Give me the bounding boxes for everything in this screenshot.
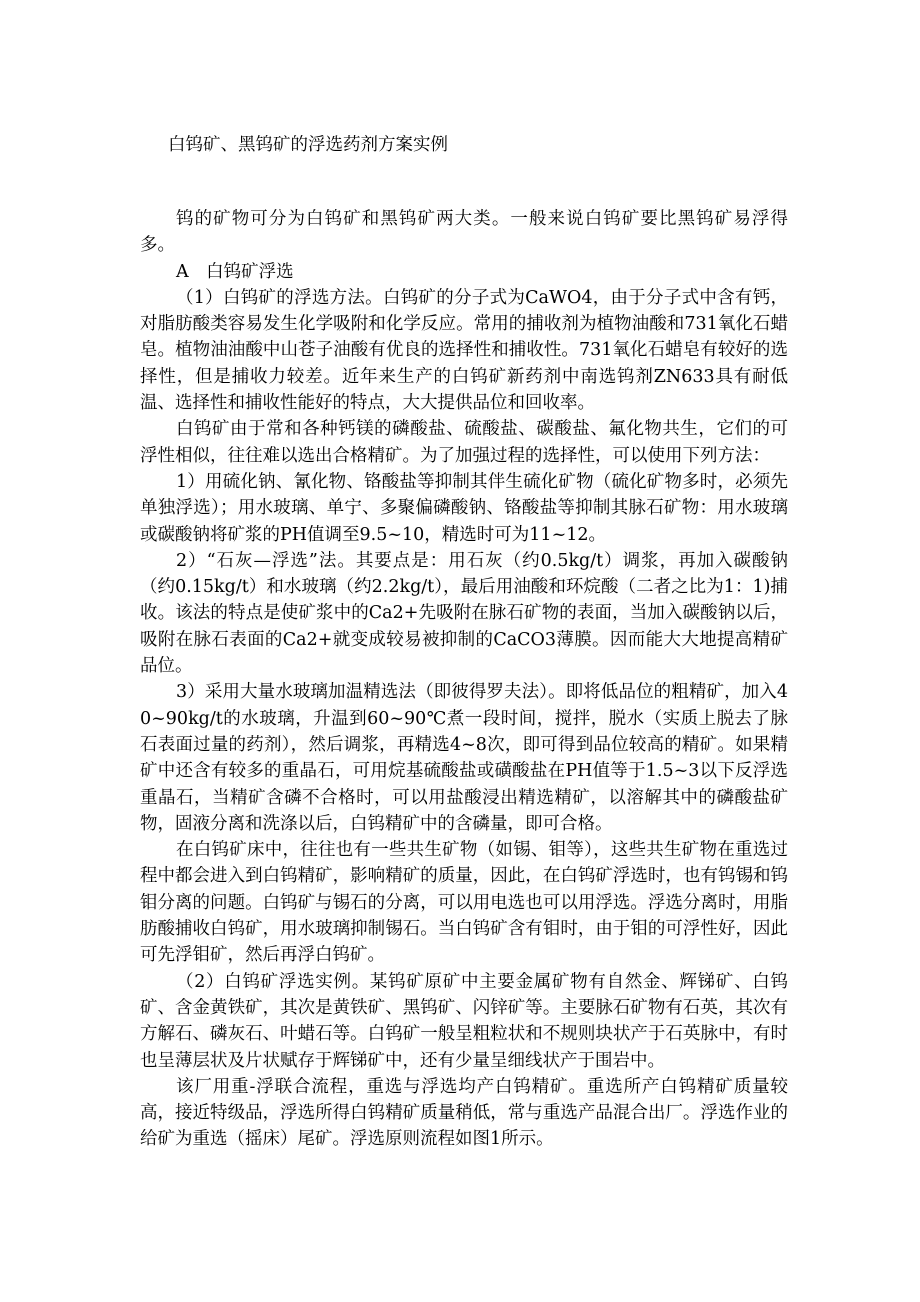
paragraph-associated-minerals: 在白钨矿床中，往往也有一些共生矿物（如锡、钼等），这些共生矿物在重选过程中都会进入到白钨精矿，影响精矿的质量，因此，在白钨矿浮选时，也有钨锡和钨钼分离的问题。白钨矿与锡石的分离，可以用电选也可以用浮选。浮选分离时，用脂肪酸捕收白钨矿，用水玻璃抑制锡石。当白钨矿含有钼时，由于钼的可浮性好，因此可先浮钼矿，然后再浮白钨矿。 [140,840,788,966]
paragraph-example: （2）白钨矿浮选实例。某钨矿原矿中主要金属矿物有自然金、辉锑矿、白钨矿、含金黄铁矿，其次是黄铁矿、黑钨矿、闪锌矿等。主要脉石矿物有石英，其次有方解石、磷灰石、叶蜡石等。白钨矿一般呈粗粒状和不规则块状产于石英脉中，有时也呈薄层状及片状赋存于辉锑矿中，还有少量呈细线状产于围岩中。 [140,971,788,1071]
paragraph-method-1: 1）用硫化钠、氰化物、铬酸盐等抑制其伴生硫化矿物（硫化矿物多时，必须先单独浮选）；用水玻璃、单宁、多聚偏磷酸钠、铬酸盐等抑制其脉石矿物：用水玻璃或碳酸钠将矿浆的PH值调至9.5~10，精选时可为11~12。 [140,471,788,545]
paragraph-selectivity: 白钨矿由于常和各种钙镁的磷酸盐、硫酸盐、碳酸盐、氟化物共生，它们的可浮性相似，往往难以选出合格精矿。为了加强过程的选择性，可以使用下列方法： [140,419,788,466]
document-body [140,206,788,1153]
paragraph-intro: 钨的矿物可分为白钨矿和黑钨矿两大类。一般来说白钨矿要比黑钨矿易浮得多。 [140,209,788,256]
document-title: 白钨矿、黑钨矿的浮选药剂方案实例 [168,135,448,155]
paragraph-method-2: 2）“石灰—浮选”法。其要点是：用石灰（约0.5kg/t）调浆，再加入碳酸钠（约0.15kg/t）和水玻璃（约2.2kg/t），最后用油酸和环烷酸（二者之比为1：1)捕收。该法的特点是使矿浆中的Ca2+先吸附在脉石矿物的表面，当加入碳酸钠以后，吸附在脉石表面的Ca2+就变成较易被抑制的CaCO3薄膜。因而能大大地提高精矿品位。 [140,550,788,677]
section-heading-a: A 白钨矿浮选 [176,261,294,282]
paragraph-flotation-method: （1）白钨矿的浮选方法。白钨矿的分子式为CaWO4，由于分子式中含有钙，对脂肪酸类容易发生化学吸附和化学反应。常用的捕收剂为植物油酸和731氧化石蜡皂。植物油油酸中山苍子油酸有优良的选择性和捕收性。731氧化石蜡皂有较好的选择性，但是捕收力较差。近年来生产的白钨矿新药剂中南选钨剂ZN633具有耐低温、选择性和捕收性能好的特点，大大提供品位和回收率。 [140,287,788,414]
paragraph-method-3: 3）采用大量水玻璃加温精选法（即彼得罗夫法）。即将低品位的粗精矿，加入40~90kg/t的水玻璃，升温到60~90℃煮一段时间，搅拌，脱水（实质上脱去了脉石表面过量的药剂），然后调浆，再精选4~8次，即可得到品位较高的精矿。如果精矿中还含有较多的重晶石，可用烷基硫酸盐或磺酸盐在PH值等于1.5~3以下反浮选重晶石，当精矿含磷不合格时，可以用盐酸浸出精选精矿，以溶解其中的磷酸盐矿物，固液分离和洗涤以后，白钨精矿中的含磷量，即可合格。 [140,682,788,834]
paragraph-flowsheet: 该厂用重-浮联合流程，重选与浮选均产白钨精矿。重选所产白钨精矿质量较高，接近特级品，浮选所得白钨精矿质量稍低，常与重选产品混合出厂。浮选作业的给矿为重选（摇床）尾矿。浮选原则流程如图1所示。 [140,1076,788,1150]
